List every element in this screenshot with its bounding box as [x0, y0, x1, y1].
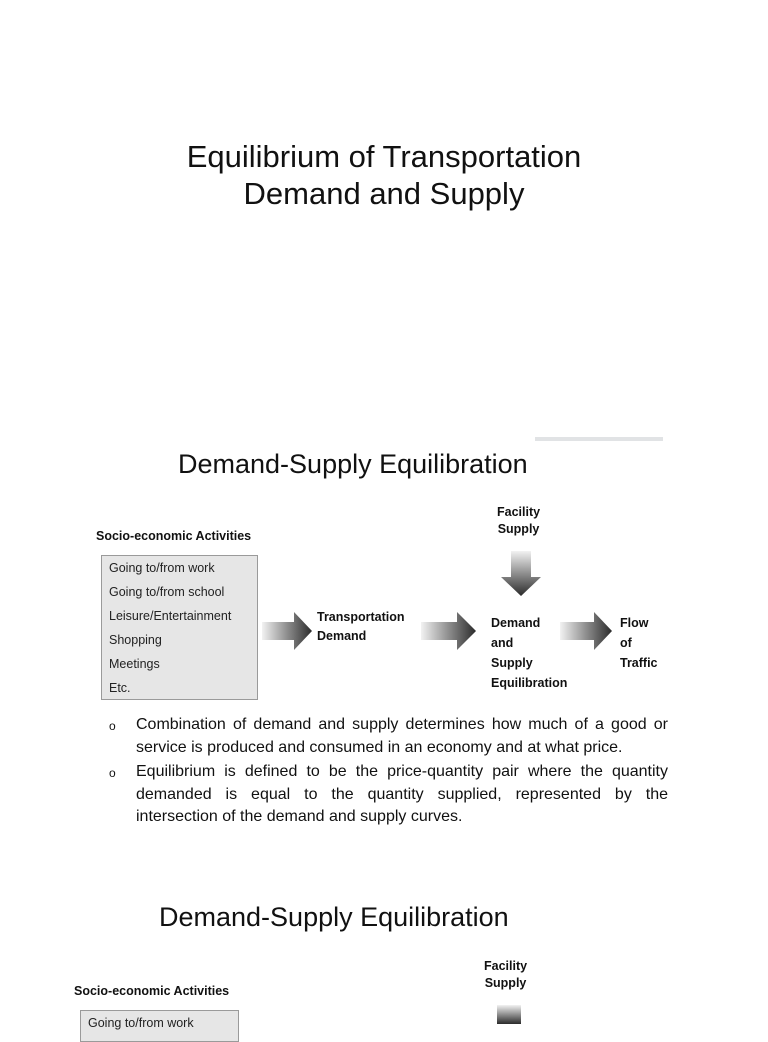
- activities-box: [101, 555, 258, 700]
- activity-item: Shopping: [109, 633, 162, 647]
- facility-supply-label: Facility Supply: [497, 505, 541, 536]
- socio-economic-title: Socio-economic Activities: [96, 529, 252, 543]
- arrow-right-icon: [560, 612, 612, 650]
- slide2-heading: Demand-Supply Equilibration: [178, 449, 528, 479]
- title-line-1: Equilibrium of Transportation: [186, 139, 582, 174]
- slide3-heading: Demand-Supply Equilibration: [159, 902, 509, 932]
- arrow-down-icon: [497, 1005, 521, 1024]
- flow-of-traffic-label: Flow of Traffic: [620, 616, 658, 670]
- socio-economic-title: Socio-economic Activities: [74, 984, 230, 998]
- facility-supply-label: Facility Supply: [484, 959, 528, 990]
- bullet-item: o Combination of demand and supply determines how much of a good or service is produced and consumed in an economy and at what price.: [109, 716, 668, 756]
- activity-item: Going to/from work: [109, 561, 215, 575]
- activity-item: Going to/from work: [88, 1016, 194, 1030]
- arrow-down-icon: [501, 551, 541, 596]
- title-slide-heading: [0, 138, 768, 212]
- arrow-right-icon: [262, 612, 312, 650]
- bullet-circle-icon: o: [109, 766, 116, 780]
- bullet-item: o Equilibrium is defined to be the price-quantity pair where the quantity demanded is equal to the quantity supplied, represented by the intersection of the demand and supply curves.: [109, 763, 668, 825]
- demand-supply-equilibration-label: Demand and Supply Equilibration: [491, 616, 568, 690]
- transportation-demand-label: Transportation Demand: [317, 610, 405, 643]
- arrow-right-icon: [421, 612, 476, 650]
- activity-item: Etc.: [109, 681, 131, 695]
- bullet-list: [106, 714, 668, 831]
- bullet-circle-icon: o: [109, 719, 116, 733]
- activity-item: Going to/from school: [109, 585, 225, 599]
- faint-header-text: [535, 437, 663, 441]
- title-line-2: Demand and Supply: [243, 176, 525, 211]
- activity-item: Meetings: [109, 657, 160, 671]
- activities-box: [80, 1010, 239, 1042]
- activity-item: Leisure/Entertainment: [109, 609, 232, 623]
